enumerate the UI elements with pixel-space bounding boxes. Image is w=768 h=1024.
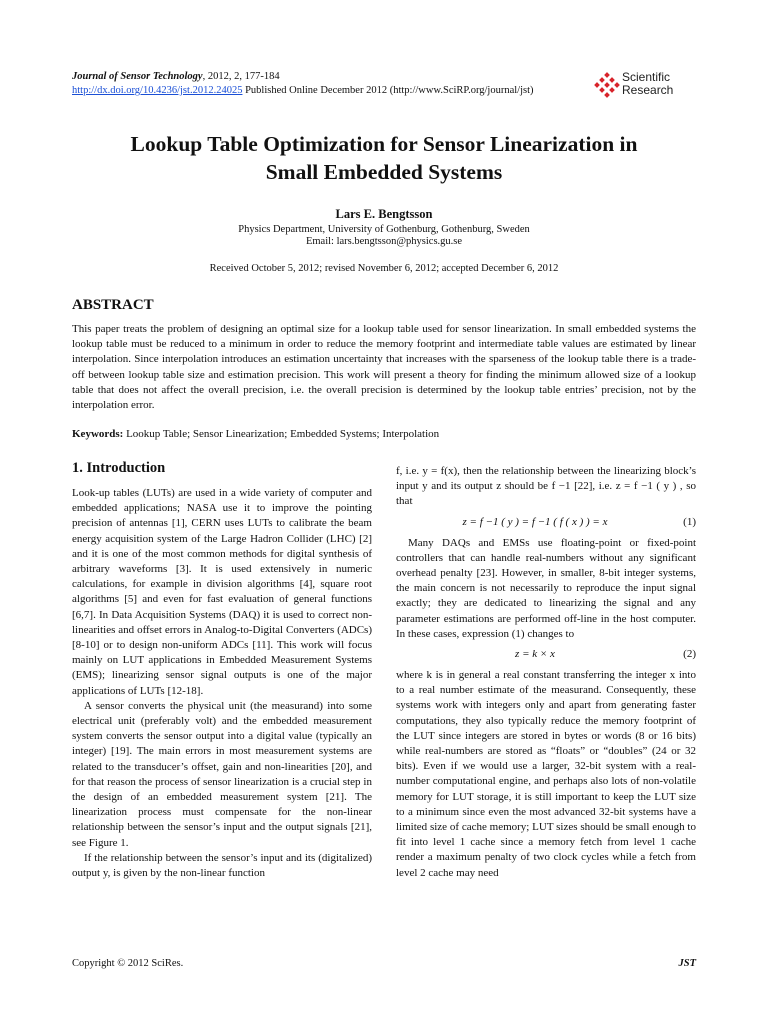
title-line-2: Small Embedded Systems <box>265 160 503 184</box>
left-column <box>72 486 372 881</box>
publisher-logo <box>594 72 704 98</box>
equation-1 <box>396 510 696 536</box>
keywords-list: Lookup Table; Sensor Linearization; Embedded Systems; Interpolation <box>123 428 440 440</box>
abstract-heading: ABSTRACT <box>72 297 154 313</box>
author-email: Email: lars.bengtsson@physics.gu.se <box>305 236 463 247</box>
author-affiliation: Physics Department, University of Gothenburg, Gothenburg, Sweden <box>238 224 530 235</box>
intro-paragraph-1: Look-up tables (LUTs) are used in a wide variety of computer and embedded applications; NASA use it to improve the pointing precision of antennas [1], CERN uses LUTs to calibrate the beam energy acquisition system of the Large Hadron Collider (LHC) [2] and it is one of the most common methods for digital synthesis of arbitrary waveforms [3]. It is used extensively in numeric calculations, for example in division algorithms [4], square root algorithms [5] and even for fast evaluation of general functions [6,7]. In Data Acquisition Systems (DAQ) it is used to correct non-linearities and offset errors in Analog-to-Digital Converters (ADCs) [8-10] or to design non-uniform ADCs [11]. This work will focus mainly on LUT applications in Embedded Measurement Systems (EMS); linearizing sensor signal outputs is one of the major applications of LUTs [12-18]. <box>72 487 372 697</box>
author-affiliation-block <box>60 224 708 248</box>
author-name: Lars E. Bengtsson <box>335 207 433 221</box>
right-column <box>396 464 696 881</box>
equation-1-number: (1) <box>683 516 696 528</box>
scientific-research-logo-icon <box>594 72 620 98</box>
logo-line-1: Scientific <box>622 70 671 84</box>
footer-copyright: Copyright © 2012 SciRes. <box>72 958 184 969</box>
equation-2 <box>396 642 696 668</box>
published-info: Published Online December 2012 (http://www.SciRP.org/journal/jst) <box>242 85 534 96</box>
right-paragraph-1: f, i.e. y = f(x), then the relationship between the linearizing block’s input y and its output z should be f −1 [22], i.e. z = f −1 ( y ) , so that <box>396 465 696 508</box>
journal-citation: , 2012, 2, 177-184 <box>202 71 280 82</box>
logo-wordmark <box>622 71 673 97</box>
paper-title <box>60 130 708 186</box>
right-paragraph-3: where k is in general a real constant transferring the integer x into to a real number estimate of the measurand. Consequently, these systems work with integers only and apart from generating faster computations, they also typically reduce the memory footprint of the LUT since integers are stored in bytes or words (8 or 16 bits) while real-numbers are stored as “floats” or “doubles” (24 or 32 bits). Even if we would use a larger, 32-bit system with a real-number computational engine, and perhaps also lots of non-volatile memory for LUT storage, it is still important to keep the LUT size to a minimum since even the most advanced 32-bit systems have a limited size of cache memory; LUT sizes should be small enough to fit into level 1 cache since a memory fetch from level 1 cache render a maximum penalty of two clock cycles while a fetch from level 2 cache may need <box>396 669 696 879</box>
title-line-1: Lookup Table Optimization for Sensor Linearization in <box>130 132 638 156</box>
abstract-text: This paper treats the problem of designing an optimal size for a lookup table used for sensor linearization. In small embedded systems the lookup table must be reduced to a minimum in order to reduce the memory footprint and intermediate table values are estimated by linear interpolation. Since interpolation introduces an estimation uncertainty that increases with the sparseness of the lookup table there is a trade-off between lookup table size and estimation precision. This work will present a theory for finding the minimum allowed size of a lookup table that does not affect the overall precision, i.e. the overall precision is determined by the lookup table entries’ precision, not by the interpolation error. <box>72 323 696 412</box>
journal-name: Journal of Sensor Technology <box>72 71 203 82</box>
doi-link[interactable]: http://dx.doi.org/10.4236/jst.2012.24025 <box>72 85 243 96</box>
intro-paragraph-2: A sensor converts the physical unit (the measurand) into some electrical unit (preferably volt) and the embedded measurement system converts the sensor output into a digital value (typically an integer) [19]. The main errors in most measurement systems are related to the transducer’s offset, gain and non-linearities [20], and for that reason the process of sensor linearization is a crucial step in the design of an embedded measurement system [21]. The linearization process must compensate for the non-linear relationship between the sensor’s input and the output signals [21], see Figure 1. <box>72 699 372 849</box>
keywords <box>72 428 696 440</box>
journal-header <box>72 70 672 98</box>
keywords-label: Keywords: <box>72 428 124 440</box>
footer-journal-abbr: JST <box>678 958 696 969</box>
section-heading-introduction: 1. Introduction <box>72 460 166 476</box>
equation-2-number: (2) <box>683 648 696 661</box>
received-dates: Received October 5, 2012; revised November 6, 2012; accepted December 6, 2012 <box>209 263 559 274</box>
equation-1-expression: z = f −1 ( y ) = f −1 ( f ( x ) ) = x <box>462 516 608 528</box>
journal-citation-line <box>72 70 672 84</box>
intro-paragraph-3: If the relationship between the sensor’s input and its (digitalized) output y, is given by the non-linear function <box>72 851 372 880</box>
right-paragraph-2: Many DAQs and EMSs use floating-point or fixed-point controllers that can handle real-numbers without any significant overhead penalty [23]. However, in smaller, 8-bit integer systems, the main concern is not necessarily to reproduce the input signal exactly; they are dedicated to linearizing the signal and any parameter estimations are performed off-line in the host computer. In these cases, expression (1) changes to <box>396 536 696 640</box>
logo-line-2: Research <box>622 83 674 97</box>
doi-line <box>72 84 672 98</box>
equation-2-expression: z = k × x <box>515 648 555 661</box>
